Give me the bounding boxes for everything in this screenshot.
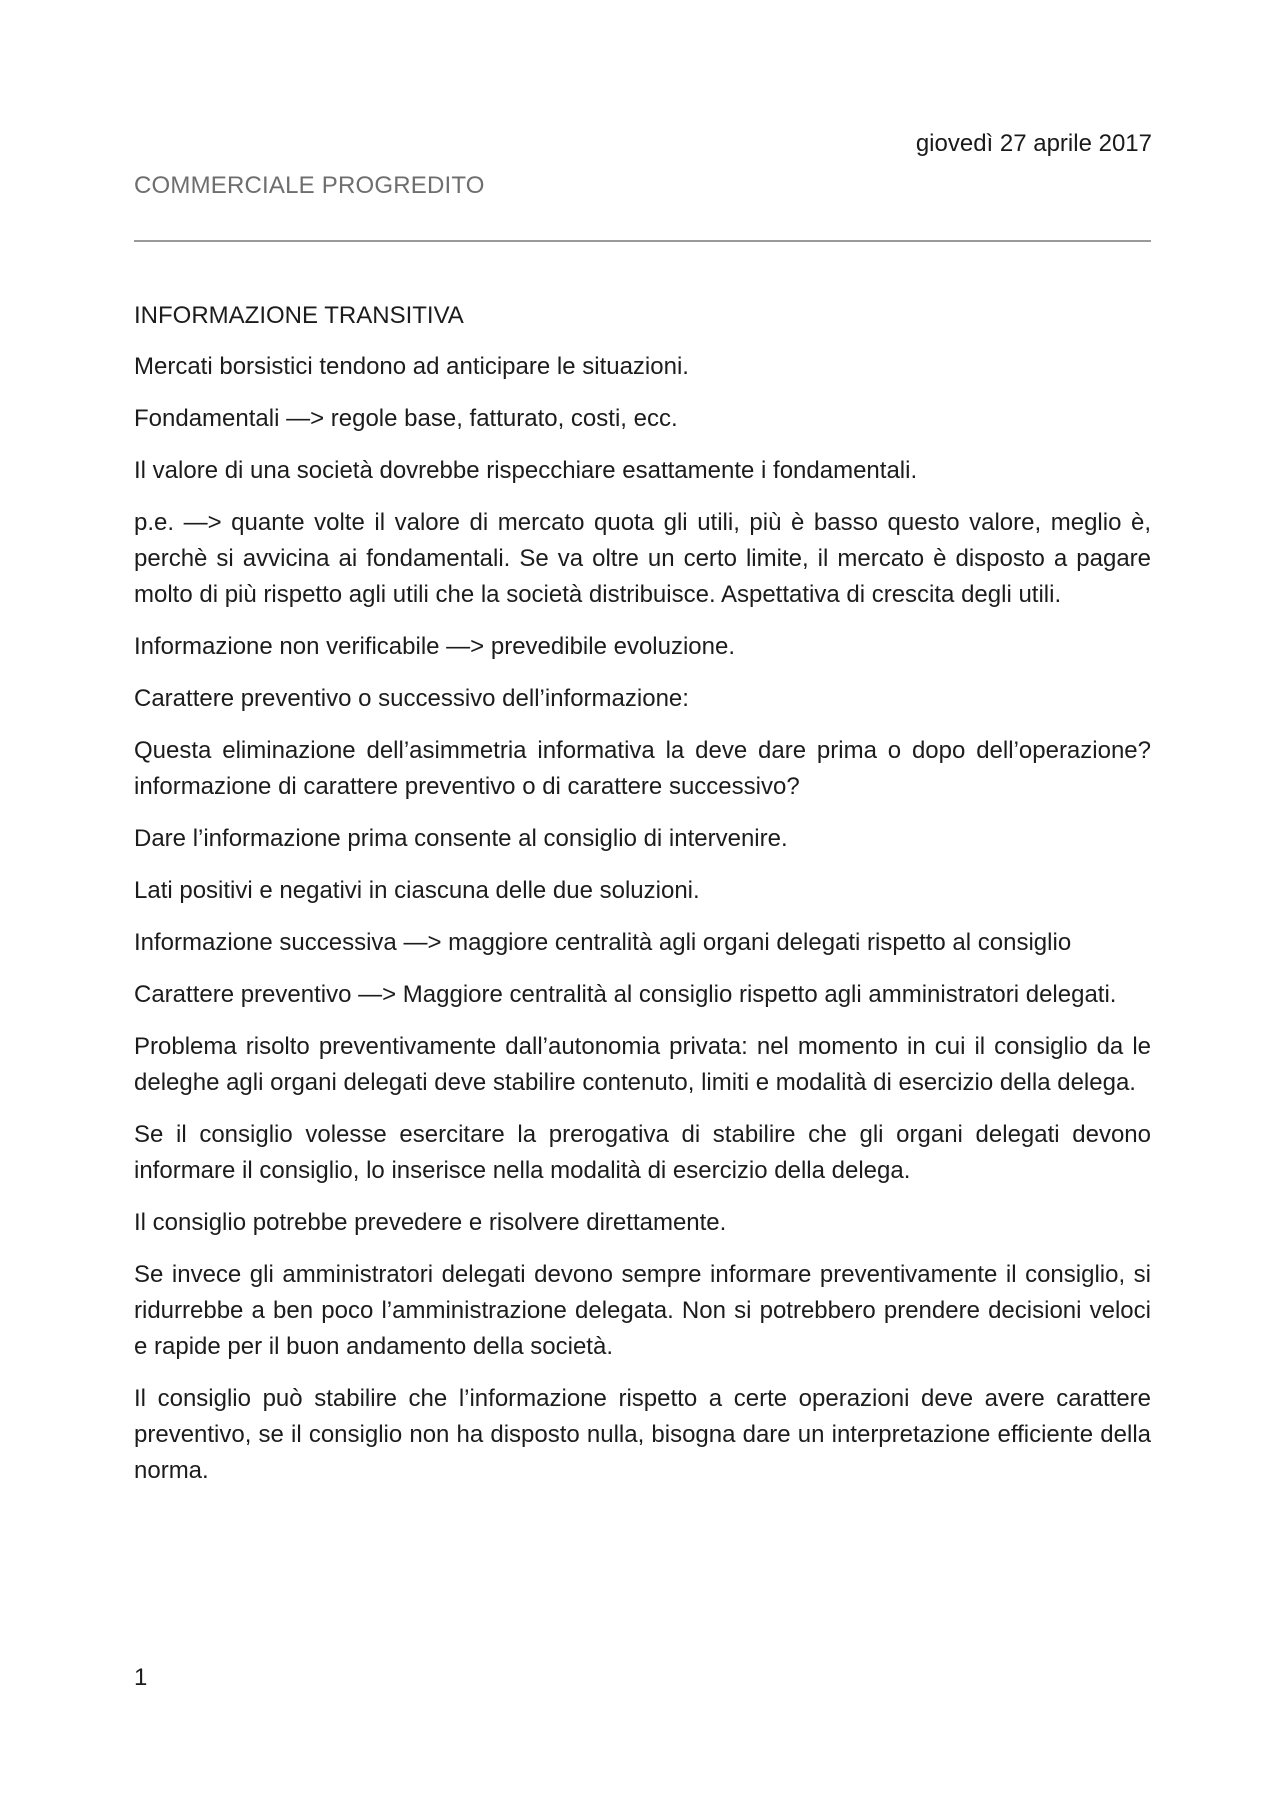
paragraph: Carattere preventivo —> Maggiore centralità al consiglio rispetto agli amministratori delegati.: [134, 981, 1117, 1008]
paragraph: Se invece gli amministratori delegati devono sempre informare preventivamente il consiglio, si ridurrebbe a ben poco l’amministrazione delegata. Non si potrebbero prendere decisioni veloci e rapide per il buon andamento della società.: [134, 1261, 1151, 1360]
document-body: [134, 298, 1151, 1505]
paragraph: Il consiglio potrebbe prevedere e risolvere direttamente.: [134, 1209, 727, 1236]
paragraph: Informazione successiva —> maggiore centralità agli organi delegati rispetto al consiglio: [134, 929, 1072, 956]
paragraph: Questa eliminazione dell’asimmetria informativa la deve dare prima o dopo dell’operazione? informazione di carattere preventivo o di carattere successivo?: [134, 737, 1151, 800]
section-title: INFORMAZIONE TRANSITIVA: [134, 302, 464, 329]
paragraph: Carattere preventivo o successivo dell’informazione:: [134, 685, 689, 712]
paragraph: Problema risolto preventivamente dall’autonomia privata: nel momento in cui il consiglio da le deleghe agli organi delegati deve stabilire contenuto, limiti e modalità di esercizio della delega.: [134, 1033, 1151, 1096]
course-title: COMMERCIALE PROGREDITO: [134, 172, 485, 199]
document-date: giovedì 27 aprile 2017: [915, 130, 1152, 157]
paragraph: Lati positivi e negativi in ciascuna delle due soluzioni.: [134, 877, 700, 904]
paragraph: Mercati borsistici tendono ad anticipare le situazioni.: [134, 353, 689, 380]
paragraph: p.e. —> quante volte il valore di mercato quota gli utili, più è basso questo valore, meglio è, perchè si avvicina ai fondamentali. Se va oltre un certo limite, il mercato è disposto a pagare molto di più rispetto agli utili che la società distribuisce. Aspettativa di crescita degli utili.: [134, 509, 1151, 608]
header-divider: [134, 240, 1151, 242]
paragraph: Fondamentali —> regole base, fatturato, costi, ecc.: [134, 405, 678, 432]
paragraph: Se il consiglio volesse esercitare la prerogativa di stabilire che gli organi delegati devono informare il consiglio, lo inserisce nella modalità di esercizio della delega.: [134, 1121, 1151, 1184]
paragraph: Dare l’informazione prima consente al consiglio di intervenire.: [134, 825, 788, 852]
paragraph: Il consiglio può stabilire che l’informazione rispetto a certe operazioni deve avere carattere preventivo, se il consiglio non ha disposto nulla, bisogna dare un interpretazione efficiente della norma.: [134, 1385, 1151, 1484]
page-number: 1: [134, 1664, 148, 1691]
paragraph: Informazione non verificabile —> prevedibile evoluzione.: [134, 633, 736, 660]
paragraph: Il valore di una società dovrebbe rispecchiare esattamente i fondamentali.: [134, 457, 918, 484]
